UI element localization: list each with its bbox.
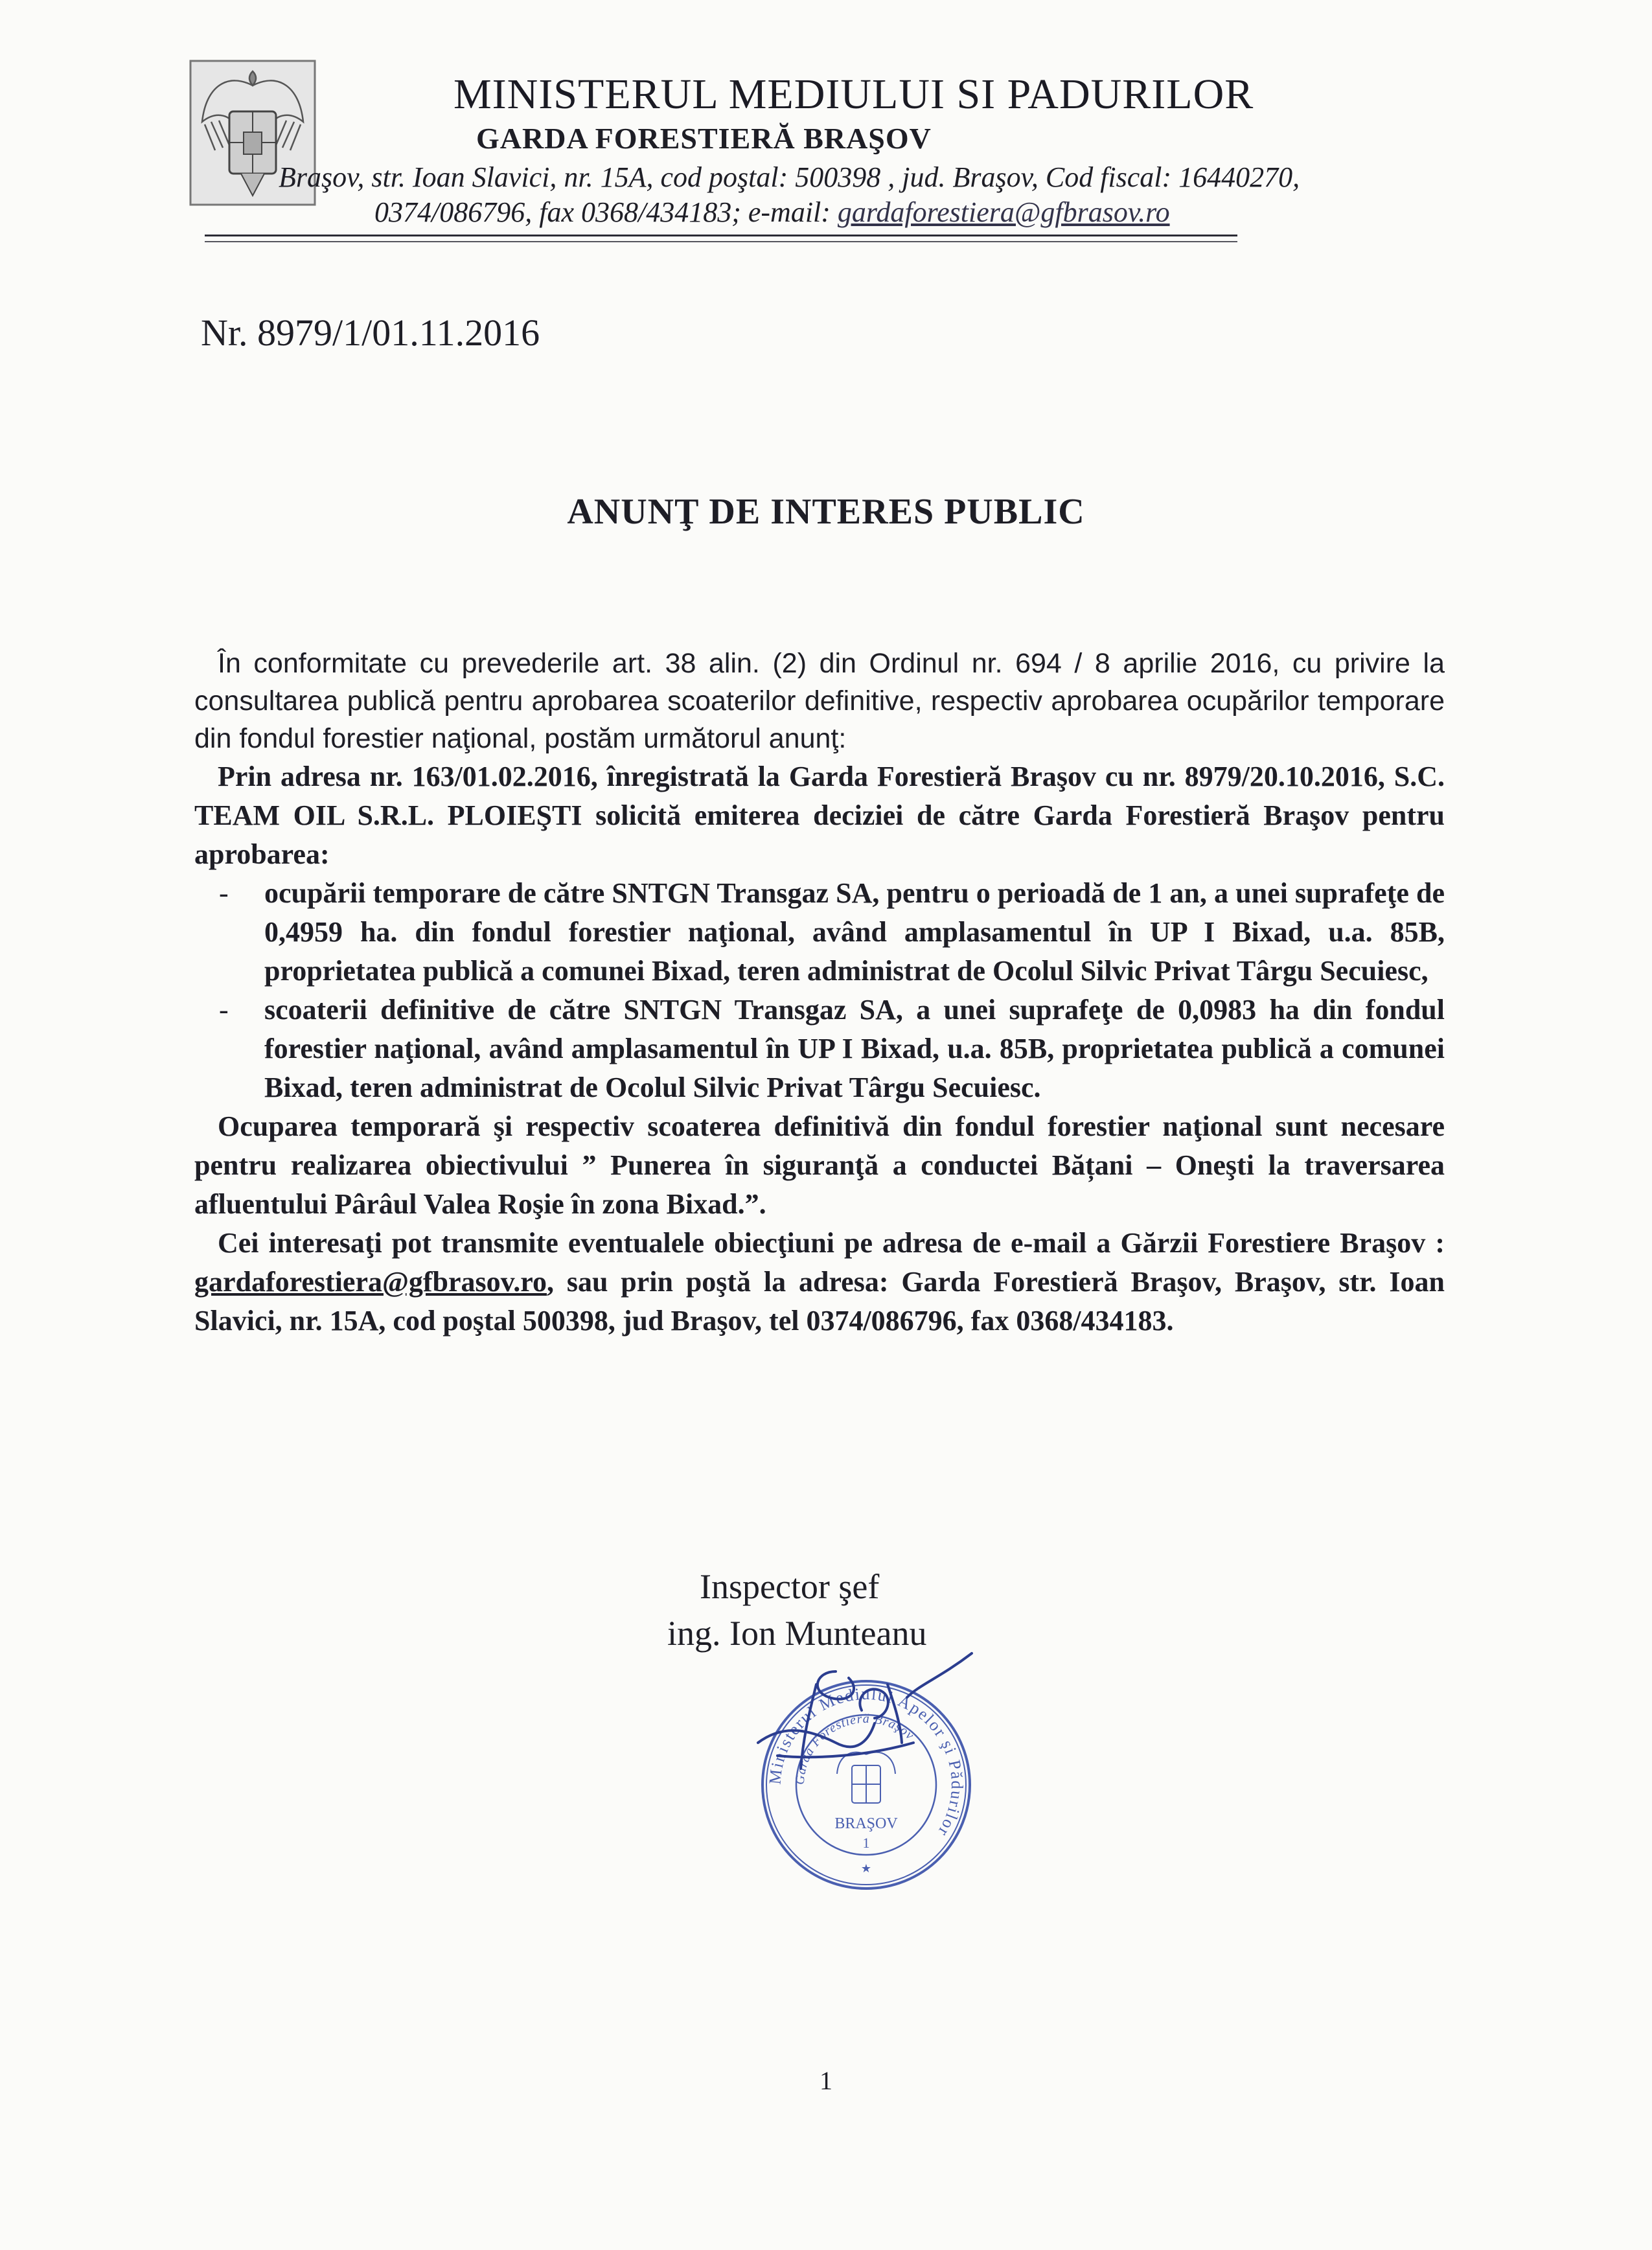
signatory-name: ing. Ion Munteanu	[667, 1614, 927, 1653]
dash-bullet: -	[219, 994, 229, 1026]
purpose-paragraph: Ocuparea temporară şi respectiv scoaterea definitivă din fondul forestier naţional sunt necesare pentru realizarea obiectivului ” Punerea în siguranţă a conductei Bățani – Oneşti la traversarea afluentului Pârâul Valea Roşie în zona Bixad.”.	[194, 1110, 1445, 1220]
contact-suffix: , sau prin poştă la adresa: Garda Forestieră Braşov, Braşov, str. Ioan Slavici, nr. 15A, cod poştal 500398, jud Braşov, tel 0374/086796, fax 0368/434183.	[194, 1266, 1445, 1337]
stamp-inner-text: Garda Forestieră Braşov	[792, 1711, 917, 1785]
contact-email-link[interactable]: gardaforestiera@gfbrasov.ro	[194, 1266, 547, 1298]
announcement-body	[194, 645, 1445, 1340]
request-paragraph: Prin adresa nr. 163/01.02.2016, înregistrată la Garda Forestieră Braşov cu nr. 8979/20.10.2016, S.C. TEAM OIL S.R.L. PLOIEŞTI solicită emiterea deciziei de către Garda Forestieră Braşov pentru aprobarea:	[194, 761, 1445, 870]
contact-prefix: Cei interesaţi pot transmite eventualele obiecţiuni pe adresa de e-mail a Gărzii Forestiere Braşov :	[218, 1227, 1445, 1259]
list-item	[194, 874, 1445, 991]
list-item-text: ocupării temporare de către SNTGN Transgaz SA, pentru o perioadă de 1 an, a unei suprafeţe de 0,4959 ha. din fondul forestier naţional, având amplasamentul în UP I Bixad, u.a. 85B, proprietatea publică a comunei Bixad, teren administrat de Ocolul Silvic Privat Târgu Secuiesc,	[264, 877, 1445, 987]
stamp-number: 1	[862, 1835, 870, 1851]
intro-paragraph: În conformitate cu prevederile art. 38 alin. (2) din Ordinul nr. 694 / 8 aprilie 2016, cu privire la consultarea publică pentru aprobarea scoaterilor definitive, respectiv aprobarea ocupărilor temporare din fondul forestier naţional, postăm următorul anunţ:	[194, 648, 1445, 754]
list-item	[194, 991, 1445, 1107]
dash-bullet: -	[219, 877, 229, 909]
signatory-title: Inspector şef	[700, 1567, 880, 1606]
document-title: ANUNŢ DE INTERES PUBLIC	[567, 492, 1085, 532]
ministry-name: MINISTERUL MEDIULUI SI PADURILOR	[453, 71, 1254, 118]
stamp-star-icon: ★	[860, 1862, 872, 1876]
registration-number: Nr. 8979/1/01.11.2016	[201, 312, 540, 354]
contact-line-text: 0374/086796, fax 0368/434183; e-mail:	[374, 196, 838, 228]
stamp-city: BRAŞOV	[834, 1815, 898, 1832]
unit-name: GARDA FORESTIERĂ BRAŞOV	[476, 122, 932, 155]
contact-line	[374, 196, 1170, 229]
contact-paragraph	[194, 1224, 1445, 1340]
stamp-outer-text: Ministerul Mediului Apelor şi Pădurilor	[765, 1684, 967, 1841]
handwritten-signature-icon	[739, 1646, 985, 1795]
page-number: 1	[820, 2066, 832, 2095]
header-divider	[205, 235, 1237, 236]
header-email-link[interactable]: gardaforestiera@gfbrasov.ro	[837, 196, 1170, 228]
list-item-text: scoaterii definitive de către SNTGN Transgaz SA, a unei suprafeţe de 0,0983 ha din fondul forestier naţional, având amplasamentul în UP I Bixad, u.a. 85B, proprietatea publică a comunei Bixad, teren administrat de Ocolul Silvic Privat Târgu Secuiesc.	[264, 994, 1445, 1103]
header-divider-secondary	[205, 241, 1237, 242]
request-items-list	[194, 874, 1445, 1107]
address-line: Braşov, str. Ioan Slavici, nr. 15A, cod poştal: 500398 , jud. Braşov, Cod fiscal: 16440270,	[279, 161, 1300, 193]
